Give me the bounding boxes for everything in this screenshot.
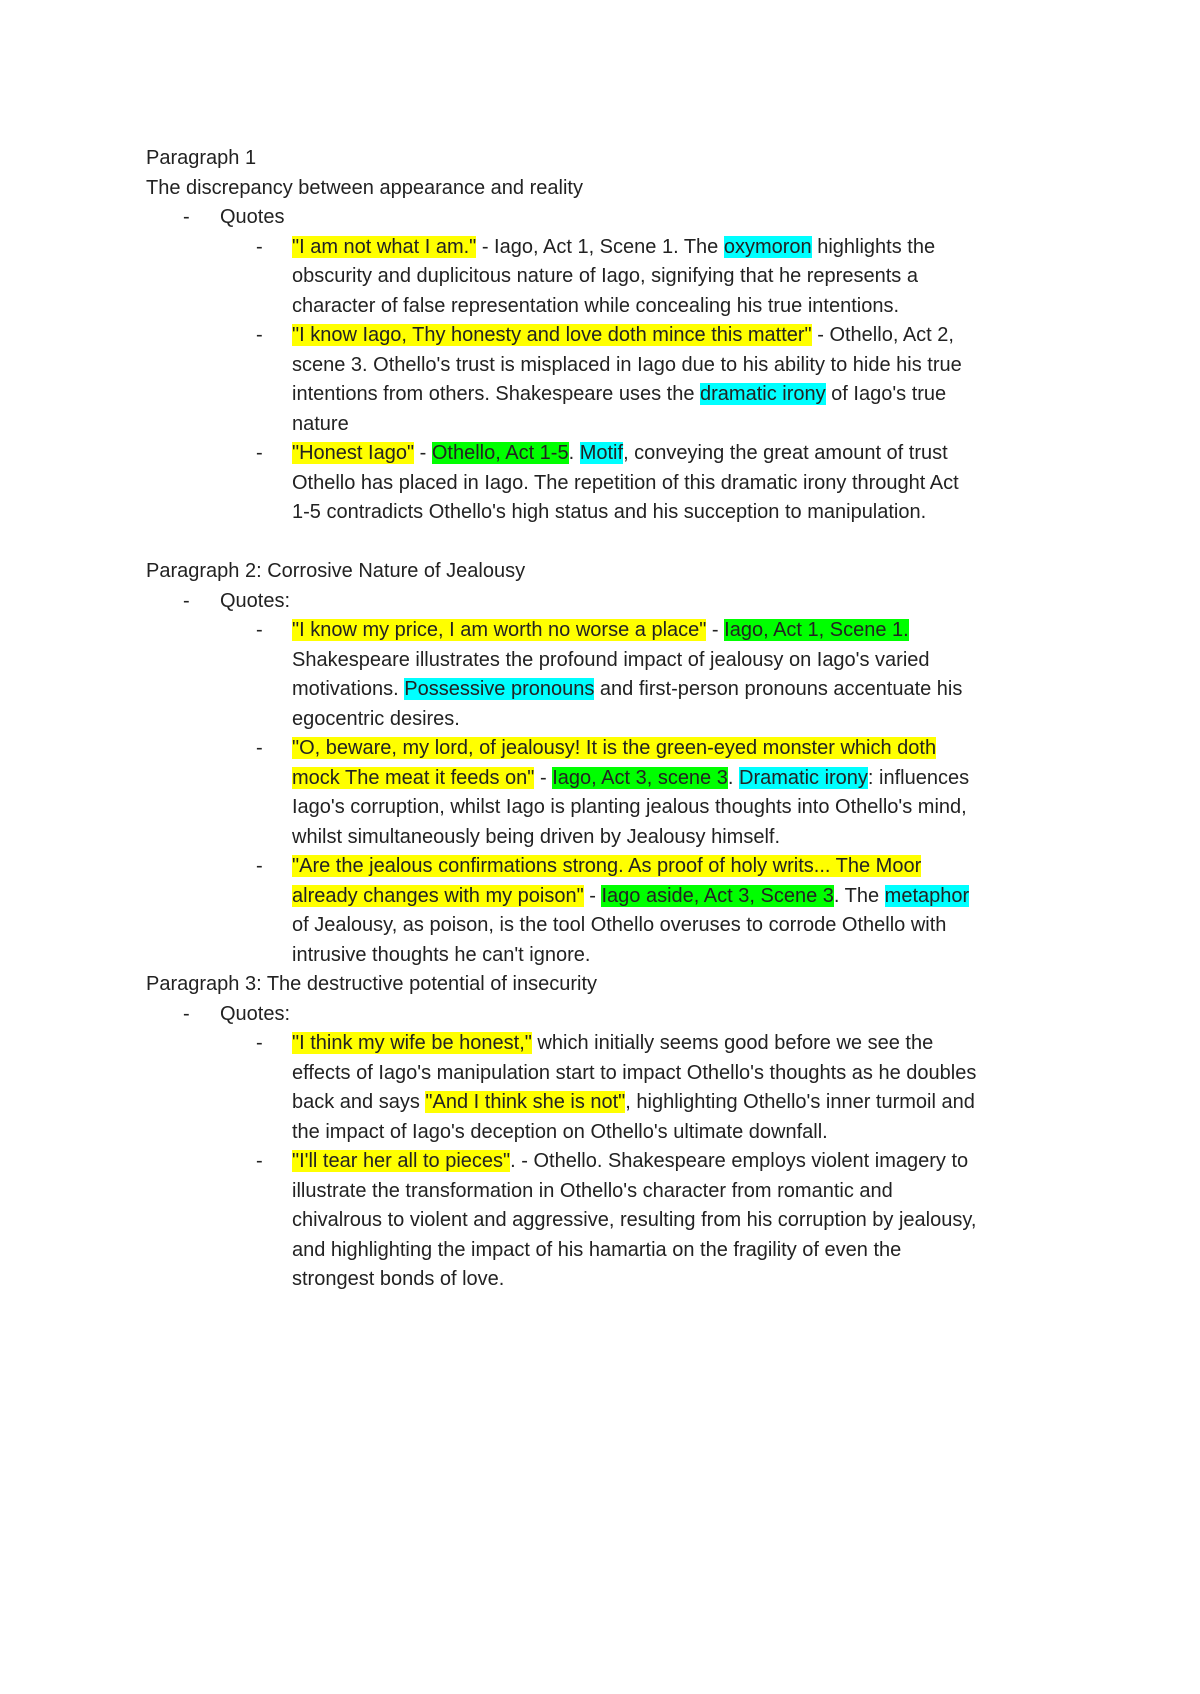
technique-highlight: Motif	[579, 442, 624, 464]
list-dash: -	[256, 619, 263, 641]
document-page	[146, 144, 1086, 1295]
reference-highlight: Iago, Act 1, Scene 1.	[724, 619, 909, 641]
list-dash: -	[256, 1150, 263, 1172]
quote-text: , highlighting Othello's inner turmoil and	[625, 1091, 975, 1113]
quotes-label: Quotes	[220, 206, 285, 228]
quote-text: and first-person pronouns accentuate his	[594, 678, 963, 700]
quote-text-line: of Jealousy, as poison, is the tool Othello overuses to corrode Othello with	[292, 914, 947, 936]
quote-text-line: Iago's corruption, whilst Iago is planting jealous thoughts into Othello's mind,	[292, 796, 967, 818]
quote-text-line: strongest bonds of love.	[292, 1268, 505, 1290]
quote-text: .	[568, 442, 580, 464]
quote-bullet	[146, 233, 1086, 263]
quote-text: , conveying the great amount of trust	[623, 442, 948, 464]
list-dash: -	[256, 1032, 263, 1054]
quote-bullet	[146, 1147, 1086, 1177]
quote-text: -	[706, 619, 725, 641]
quote-text-line	[146, 882, 1086, 912]
quotes-label: Quotes:	[220, 1002, 291, 1025]
quote-text: back and says	[292, 1091, 426, 1113]
quote-highlight: "I am not what I am."	[292, 235, 477, 258]
quote-highlight: "I'll tear her all to pieces"	[292, 1150, 511, 1172]
quote-text: highlights the	[811, 235, 936, 258]
quote-text-line: Shakespeare illustrates the profound impact of jealousy on Iago's varied	[292, 648, 930, 671]
quote-text-line: chivalrous to violent and aggressive, resulting from his corruption by jealousy,	[292, 1209, 977, 1231]
quote-text: - Iago, Act 1, Scene 1. The	[476, 235, 724, 258]
paragraph-2-heading: Paragraph 2: Corrosive Nature of Jealousy	[146, 560, 526, 582]
quote-text-line: whilst simultaneously being driven by Jealousy himself.	[292, 825, 781, 848]
quote-text-line	[146, 764, 1086, 794]
reference-highlight: Iago aside, Act 3, Scene 3	[601, 884, 834, 907]
quote-bullet	[146, 852, 1086, 882]
quote-text-line	[146, 380, 1086, 410]
quote-text-line: and highlighting the impact of his hamartia on the fragility of even the	[292, 1238, 902, 1261]
quote-bullet	[146, 734, 1086, 764]
list-dash: -	[183, 1002, 190, 1025]
list-dash: -	[183, 589, 190, 612]
quote-text: -	[414, 442, 432, 464]
quote-text-line: the impact of Iago's deception on Othello's ultimate downfall.	[292, 1120, 828, 1143]
quote-highlight: "I know Iago, Thy honesty and love doth mince this matter"	[292, 324, 812, 346]
quote-text-line: scene 3. Othello's trust is misplaced in Iago due to his ability to hide his true	[292, 353, 962, 376]
quote-text-line	[146, 675, 1086, 705]
reference-highlight: Iago, Act 3, scene 3	[552, 766, 728, 789]
technique-highlight: Dramatic irony	[739, 766, 868, 789]
quotes-list-item	[146, 587, 1086, 617]
list-dash: -	[183, 206, 190, 228]
list-dash: -	[256, 324, 263, 346]
quote-bullet	[146, 321, 1086, 351]
technique-highlight: dramatic irony	[700, 383, 826, 405]
quote-highlight: "Honest Iago"	[292, 442, 415, 464]
quote-bullet	[146, 1029, 1086, 1059]
quote-text: - Othello, Act 2,	[811, 324, 954, 346]
quote-highlight: "And I think she is not"	[425, 1091, 626, 1113]
quote-bullet	[146, 439, 1086, 469]
quote-text: intentions from others. Shakespeare uses the	[292, 383, 701, 405]
quote-text-line: illustrate the transformation in Othello's character from romantic and	[292, 1179, 893, 1202]
quote-highlight: "Are the jealous confirmations strong. As proof of holy writs... The Moor	[292, 855, 922, 877]
list-dash: -	[256, 235, 263, 258]
quote-highlight: "I think my wife be honest,"	[292, 1032, 532, 1054]
quote-text: -	[583, 884, 602, 907]
quote-text: : influences	[867, 766, 970, 789]
quote-bullet	[146, 616, 1086, 646]
paragraph-spacer	[146, 528, 1086, 558]
list-dash: -	[256, 737, 263, 759]
quote-text-line: 1-5 contradicts Othello's high status and his sucception to manipulation.	[292, 501, 927, 523]
quote-text: which initially seems good before we see the	[531, 1032, 934, 1054]
quote-text: motivations.	[292, 678, 405, 700]
quote-highlight: mock The meat it feeds on"	[292, 766, 535, 789]
quote-text-line: effects of Iago's manipulation start to impact Othello's thoughts as he doubles	[292, 1061, 977, 1084]
paragraph-3-heading: Paragraph 3: The destructive potential of insecurity	[146, 973, 597, 995]
technique-highlight: Possessive pronouns	[404, 678, 595, 700]
quote-text-line: character of false representation while concealing his true intentions.	[292, 294, 900, 317]
quotes-list-item	[146, 203, 1086, 233]
quote-text: of Iago's true	[825, 383, 947, 405]
list-dash: -	[256, 855, 263, 877]
quote-text: .	[727, 766, 739, 789]
list-dash: -	[256, 442, 263, 464]
quote-text: . - Othello. Shakespeare employs violent imagery to	[510, 1150, 969, 1172]
paragraph-1-theme: The discrepancy between appearance and reality	[146, 176, 583, 199]
paragraph-1-heading: Paragraph 1	[146, 147, 257, 169]
technique-highlight: metaphor	[884, 884, 970, 907]
quote-text-line	[146, 1088, 1086, 1118]
reference-highlight: Othello, Act 1-5	[431, 442, 569, 464]
quote-text-line: Othello has placed in Iago. The repetition of this dramatic irony throught Act	[292, 471, 959, 494]
quote-highlight: already changes with my poison"	[292, 884, 584, 907]
quote-text-line: nature	[292, 412, 349, 435]
quote-text-line: obscurity and duplicitous nature of Iago, signifying that he represents a	[292, 265, 918, 287]
quote-highlight: "O, beware, my lord, of jealousy! It is the green-eyed monster which doth	[292, 737, 937, 759]
quotes-list-item	[146, 1000, 1086, 1030]
quote-text-line: intrusive thoughts he can't ignore.	[292, 943, 591, 966]
quote-text: . The	[833, 884, 885, 907]
quotes-label: Quotes:	[220, 589, 291, 612]
quote-text: -	[534, 766, 553, 789]
quote-highlight: "I know my price, I am worth no worse a place"	[292, 619, 707, 641]
technique-highlight: oxymoron	[723, 235, 812, 258]
quote-text-line: egocentric desires.	[292, 707, 460, 730]
